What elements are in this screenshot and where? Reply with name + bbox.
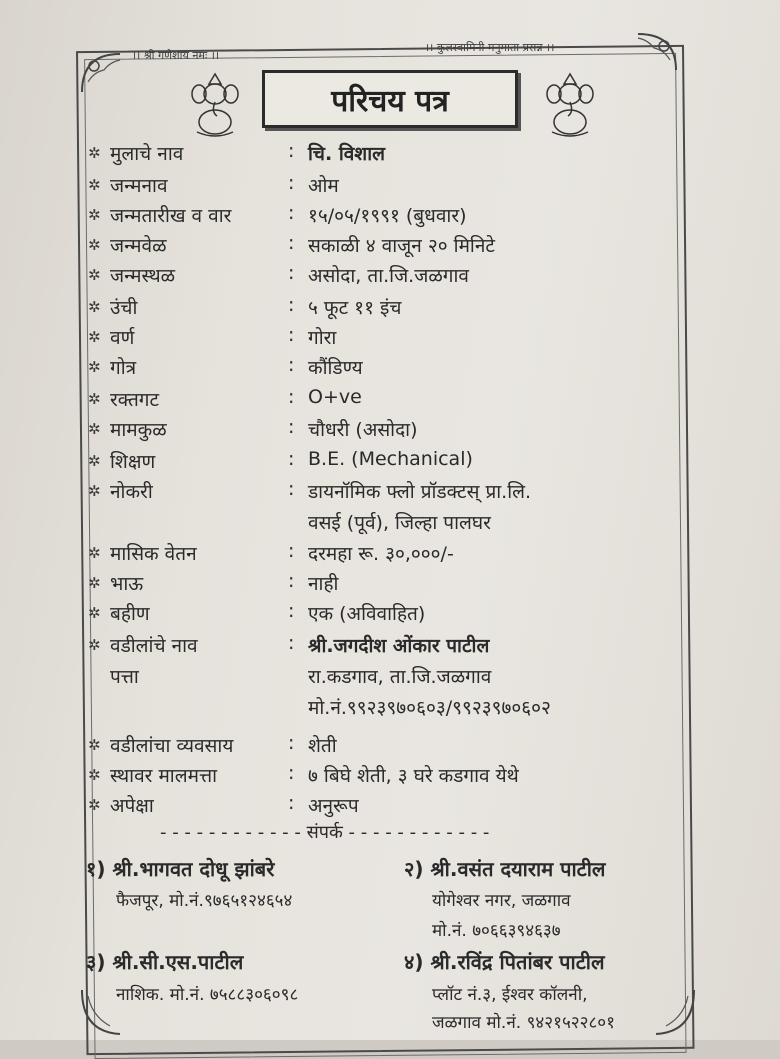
field-value: ५ फूट ११ इंच bbox=[308, 297, 402, 319]
contact-3-detail: नाशिक. मो.नं. ७५८८३०६०९८ bbox=[116, 985, 299, 1005]
field-value: ओम bbox=[308, 175, 339, 197]
bullet-star-icon: ✲ bbox=[88, 176, 101, 194]
field-value: O+ve bbox=[308, 386, 362, 408]
field-label: शिक्षण bbox=[110, 451, 156, 473]
field-label: भाऊ bbox=[110, 573, 144, 595]
field-value: गोरा bbox=[308, 327, 337, 349]
field-value: वसई (पूर्व), जिल्हा पालघर bbox=[308, 512, 491, 534]
bullet-star-icon: ✲ bbox=[88, 544, 101, 562]
field-colon: : bbox=[288, 262, 295, 284]
contact-1-name: १) श्री.भागवत दोधू झांबरे bbox=[86, 857, 275, 881]
bullet-star-icon: ✲ bbox=[88, 358, 101, 376]
bullet-star-icon: ✲ bbox=[88, 482, 101, 500]
contact-2-name: २) श्री.वसंत दयाराम पाटील bbox=[404, 857, 606, 881]
field-value: ७ बिघे शेती, ३ घरे कडगाव येथे bbox=[308, 765, 519, 787]
field-value: सकाळी ४ वाजून २० मिनिटे bbox=[308, 235, 495, 257]
field-colon: : bbox=[288, 478, 295, 500]
field-value: डायनॉमिक फ्लो प्रॉडक्टस् प्रा.लि. bbox=[308, 481, 532, 503]
bullet-star-icon: ✲ bbox=[88, 736, 101, 754]
bullet-star-icon: ✲ bbox=[88, 796, 101, 814]
field-value: शेती bbox=[308, 735, 337, 757]
contact-4-name: ४) श्री.रविंद्र पितांबर पाटील bbox=[404, 950, 605, 974]
field-colon: : bbox=[288, 416, 295, 438]
corner-ornament-icon bbox=[628, 30, 678, 80]
bullet-star-icon: ✲ bbox=[88, 766, 101, 784]
page-title: परिचय पत्र bbox=[262, 70, 518, 128]
field-colon: : bbox=[288, 792, 295, 814]
bullet-star-icon: ✲ bbox=[88, 452, 101, 470]
field-label: वडीलांचा व्यवसाय bbox=[110, 735, 234, 757]
bullet-star-icon: ✲ bbox=[88, 144, 101, 162]
bullet-star-icon: ✲ bbox=[88, 206, 101, 224]
field-label: नोकरी bbox=[110, 481, 153, 503]
field-value: B.E. (Mechanical) bbox=[308, 448, 473, 470]
bullet-star-icon: ✲ bbox=[88, 574, 101, 592]
bullet-star-icon: ✲ bbox=[88, 266, 101, 284]
field-value: दरमहा रू. ३०,०००/- bbox=[308, 543, 454, 565]
field-label: वर्ण bbox=[110, 327, 135, 349]
field-colon: : bbox=[288, 324, 295, 346]
field-label: स्थावर मालमत्ता bbox=[110, 765, 218, 787]
contact-1-detail: फैजपूर, मो.नं.९७६५१२४६५४ bbox=[116, 891, 293, 911]
field-colon: : bbox=[288, 600, 295, 622]
bullet-star-icon: ✲ bbox=[88, 236, 101, 254]
field-label: जन्मवेळ bbox=[110, 235, 167, 257]
field-label: पत्ता bbox=[110, 666, 139, 688]
field-colon: : bbox=[288, 448, 295, 470]
left-blessing: ।। श्री गणेशाय नमः ।। bbox=[132, 49, 220, 62]
contact-heading: - - - - - - - - - - - - संपर्क - - - - - - - - - - - - bbox=[160, 822, 490, 843]
field-label: जन्मनाव bbox=[110, 175, 168, 197]
corner-ornament-icon bbox=[650, 986, 700, 1036]
field-value: चौधरी (असोदा) bbox=[308, 419, 418, 441]
field-label: रक्तगट bbox=[110, 389, 160, 411]
field-colon: : bbox=[288, 232, 295, 254]
field-colon: : bbox=[288, 540, 295, 562]
field-value: १५/०५/१९९१ (बुधवार) bbox=[308, 205, 467, 227]
field-label: गोत्र bbox=[110, 357, 137, 379]
field-value: कौंडिण्य bbox=[308, 357, 363, 379]
bullet-star-icon: ✲ bbox=[88, 604, 101, 622]
field-colon: : bbox=[288, 632, 295, 654]
field-value: असोदा, ता.जि.जळगाव bbox=[308, 265, 469, 287]
field-colon: : bbox=[288, 354, 295, 376]
ganesha-icon bbox=[540, 70, 600, 140]
field-colon: : bbox=[288, 570, 295, 592]
field-label: जन्मस्थळ bbox=[110, 265, 176, 287]
contact-4-detail: प्लॉट नं.३, ईश्वर कॉलनी, bbox=[432, 985, 588, 1005]
corner-ornament-icon bbox=[80, 52, 130, 102]
bullet-star-icon: ✲ bbox=[88, 390, 101, 408]
ganesha-icon bbox=[185, 70, 245, 140]
bullet-star-icon: ✲ bbox=[88, 298, 101, 316]
contact-2-detail: योगेश्वर नगर, जळगाव bbox=[432, 891, 571, 911]
right-blessing: ।। कुलस्वामिनी मनुमाता प्रसन्न ।। bbox=[425, 41, 555, 54]
field-label: अपेक्षा bbox=[110, 795, 154, 817]
field-colon: : bbox=[288, 294, 295, 316]
bullet-star-icon: ✲ bbox=[88, 636, 101, 654]
field-value: रा.कडगाव, ता.जि.जळगाव bbox=[308, 666, 492, 688]
field-label: मुलाचे नाव bbox=[110, 143, 184, 165]
field-colon: : bbox=[288, 140, 295, 162]
contact-2-phone: मो.नं. ७०६६३९४६३७ bbox=[432, 921, 561, 941]
field-colon: : bbox=[288, 172, 295, 194]
field-label: जन्मतारीख व वार bbox=[110, 205, 232, 227]
field-label: बहीण bbox=[110, 603, 150, 625]
bullet-star-icon: ✲ bbox=[88, 420, 101, 438]
field-label: मासिक वेतन bbox=[110, 543, 197, 565]
contact-3-name: ३) श्री.सी.एस.पाटील bbox=[86, 950, 244, 974]
field-value: एक (अविवाहित) bbox=[308, 603, 426, 625]
field-value: मो.नं.९९२३९७०६०३/९९२३९७०६०२ bbox=[308, 697, 551, 719]
field-colon: : bbox=[288, 202, 295, 224]
contact-4-phone: जळगाव मो.नं. ९४२१५२२८०१ bbox=[432, 1013, 615, 1033]
bullet-star-icon: ✲ bbox=[88, 328, 101, 346]
field-label: वडीलांचे नाव bbox=[110, 635, 198, 657]
field-label: मामकुळ bbox=[110, 419, 167, 441]
field-colon: : bbox=[288, 762, 295, 784]
field-label: उंची bbox=[110, 297, 138, 319]
field-colon: : bbox=[288, 386, 295, 408]
field-value: चि. विशाल bbox=[308, 143, 386, 165]
field-value: श्री.जगदीश ओंकार पाटील bbox=[308, 635, 490, 657]
field-colon: : bbox=[288, 732, 295, 754]
field-value: अनुरूप bbox=[308, 795, 359, 817]
field-value: नाही bbox=[308, 573, 339, 595]
